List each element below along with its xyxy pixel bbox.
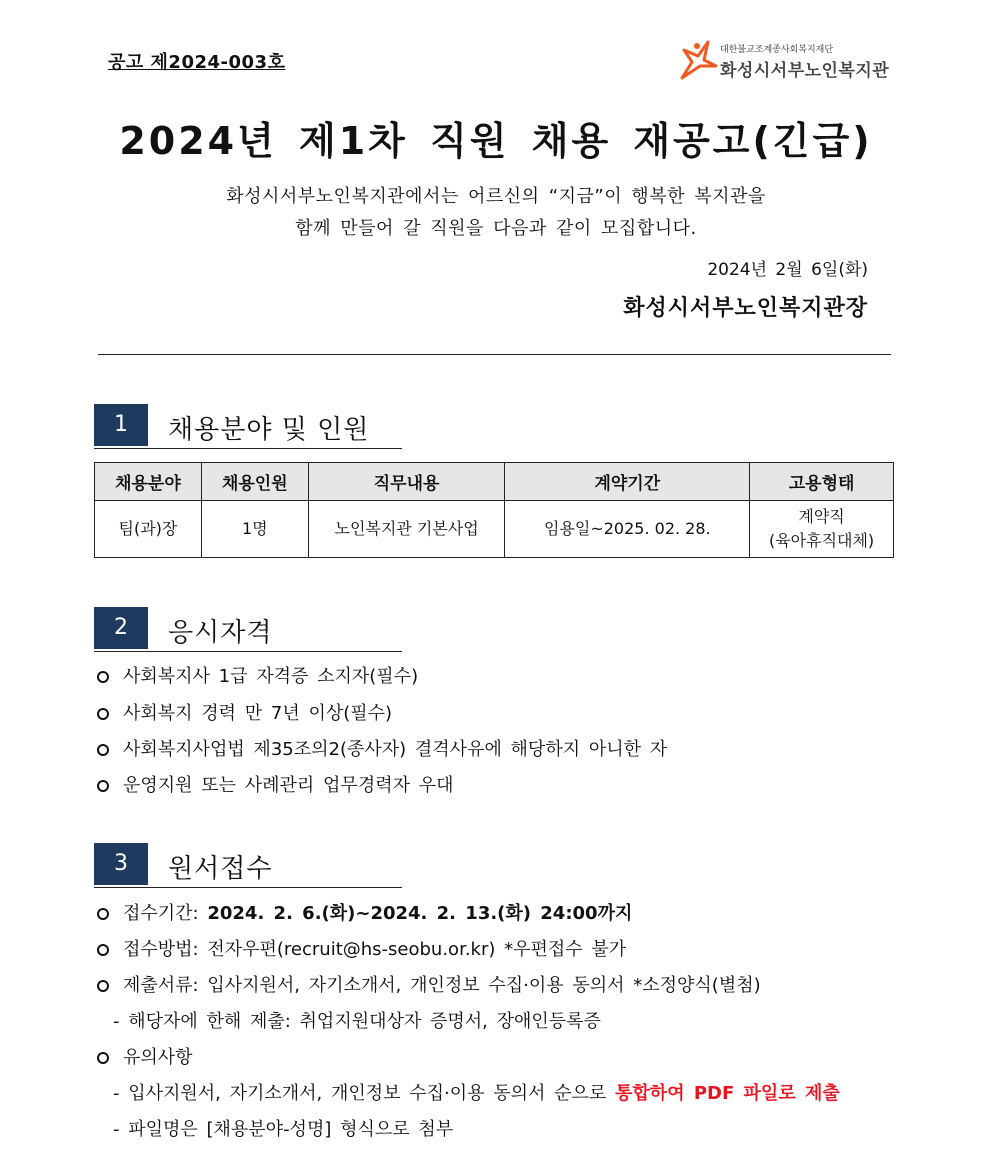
sub-item-documents: - 해당자에 한해 제출: 취업지원대상자 증명서, 장애인등록증 [113,1011,601,1032]
table-header-row [95,463,894,501]
sub-item-note-2: - 파일명은 [채용분야-성명] 형식으로 첨부 [113,1119,454,1140]
list-item-documents: 제출서류: 입사지원서, 자기소개서, 개인정보 수집·이용 동의서 *소정양식(별첨) [97,971,761,997]
logo-center-name: 화성시서부노인복지관 [720,61,890,81]
notice-number: 공고 제2024-003호 [108,52,286,73]
list-item: 운영지원 또는 사례관리 업무경력자 우대 [97,771,453,797]
signer: 화성시서부노인복지관장 [623,296,868,321]
section-title: 응시자격 [168,618,273,648]
circle-bullet-icon [97,744,109,756]
sub-item-note-1: - 입사지원서, 자기소개서, 개인정보 수집·이용 동의서 순으로 통합하여 PDF 파일로 제출 [113,1083,840,1104]
circle-bullet-icon [97,708,109,720]
cell-period: 임용일~2025. 02. 28. [505,501,750,558]
circle-bullet-icon [97,780,109,792]
employment-type-line-1: 계약직 [798,507,845,526]
section-header-application [94,843,402,888]
section-number: 1 [94,404,148,446]
divider [98,354,891,355]
list-item-application-method: 접수방법: 전자우편(recruit@hs-seobu.or.kr) *우편접수 불가 [97,935,626,961]
page-title: 2024년 제1차 직원 채용 재공고(긴급) [119,119,873,163]
table-header: 채용인원 [201,463,308,501]
table-header: 계약기간 [505,463,750,501]
intro-line-2: 함께 만들어 갈 직원을 다음과 같이 모집합니다. [295,218,697,239]
section-number: 2 [94,607,148,649]
cell-field: 팀(과)장 [95,501,202,558]
list-item: 사회복지사 1급 자격증 소지자(필수) [97,662,418,688]
recruitment-table [94,462,894,558]
table-header: 직무내용 [308,463,505,501]
cell-count: 1명 [201,501,308,558]
cell-duties: 노인복지관 기본사업 [308,501,505,558]
table-row [95,501,894,558]
section-header-qualifications [94,607,402,652]
section-header-recruitment [94,404,402,449]
notice-date: 2024년 2월 6일(화) [707,260,868,280]
circle-bullet-icon [97,908,109,920]
table-header: 채용분야 [95,463,202,501]
circle-bullet-icon [97,980,109,992]
employment-type-line-2: (육아휴직대체) [768,531,875,550]
circle-bullet-icon [97,671,109,683]
foundation-emblem-icon [678,40,718,80]
cell-employment-type [750,501,894,558]
table-header: 고용형태 [750,463,894,501]
circle-bullet-icon [97,1052,109,1064]
section-title: 원서접수 [168,854,273,884]
section-title: 채용분야 및 인원 [168,415,370,445]
circle-bullet-icon [97,944,109,956]
list-item: 사회복지 경력 만 7년 이상(필수) [97,699,392,725]
emphasis-text: 통합하여 PDF 파일로 제출 [615,1083,840,1104]
section-number: 3 [94,843,148,885]
organization-logo [678,38,893,86]
list-item-notes: 유의사항 [97,1043,193,1069]
list-item: 사회복지사업법 제35조의2(종사자) 결격사유에 해당하지 아니한 자 [97,735,667,761]
intro-line-1: 화성시서부노인복지관에서는 어르신의 “지금”이 행복한 복지관을 [226,186,766,207]
list-item-application-period: 접수기간: 2024. 2. 6.(화)~2024. 2. 13.(화) 24:00까지 [97,899,632,925]
logo-foundation-name: 대한불교조계종사회복지재단 [720,45,834,55]
